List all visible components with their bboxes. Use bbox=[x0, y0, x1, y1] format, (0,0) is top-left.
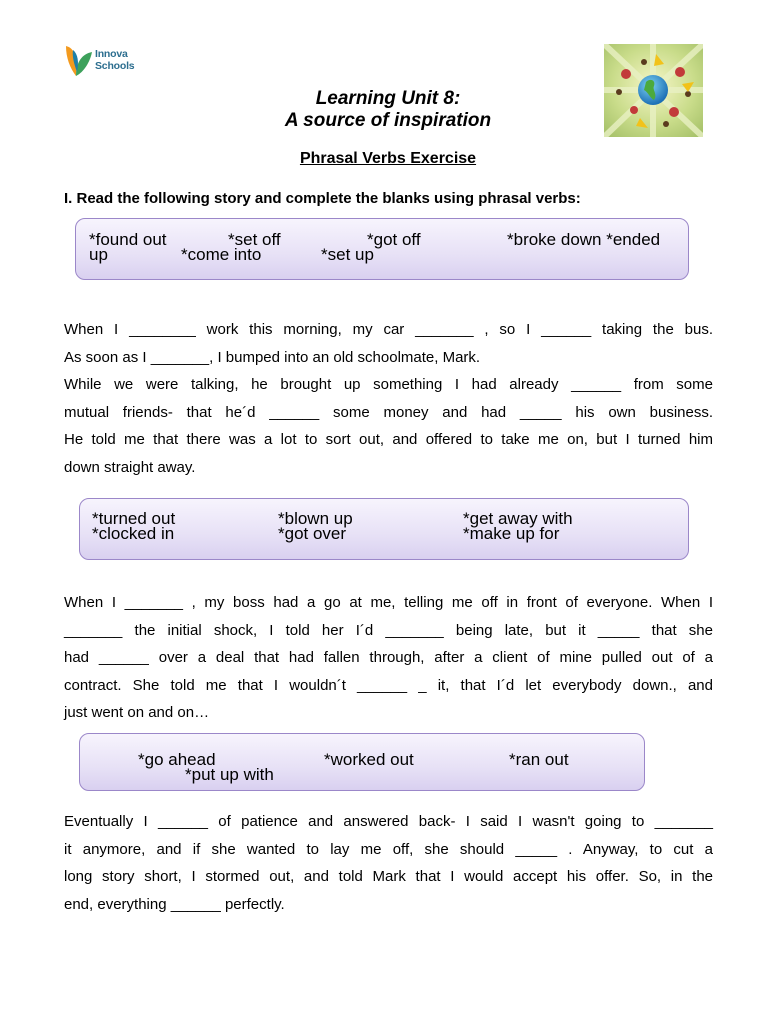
instruction-text: I. Read the following story and complete the blanks using phrasal verbs: bbox=[64, 190, 581, 207]
word-option: *set off bbox=[228, 230, 281, 249]
text-line: When I _______ , my boss had a go at me, telling me off in front of everyone. When I bbox=[64, 594, 713, 611]
word-box-3 bbox=[79, 733, 645, 791]
word-option: *ran out bbox=[509, 750, 569, 769]
text-line: When I ________ work this morning, my car _______ , so I ______ taking the bus. bbox=[64, 321, 713, 338]
text-line: long story short, I stormed out, and told Mark that I would accept his offer. So, in the bbox=[64, 868, 713, 885]
logo-text-line2: Schools bbox=[95, 60, 135, 72]
word-option: *got over bbox=[278, 524, 347, 543]
text-line: just went on and on… bbox=[64, 704, 210, 721]
text-line: it anymore, and if she wanted to lay me off, she should _____ . Anyway, to cut a bbox=[64, 840, 713, 858]
word-option: *go ahead bbox=[138, 750, 216, 769]
word-box-1 bbox=[75, 218, 689, 280]
word-option: *got off bbox=[367, 230, 421, 249]
text-line: He told me that there was a lot to sort out, and offered to take me on, but I turned him bbox=[64, 431, 713, 448]
story-paragraph-1 bbox=[64, 316, 713, 481]
text-line: had ______ over a deal that had fallen through, after a client of mine pulled out of a bbox=[64, 649, 713, 666]
word-option: *clocked in bbox=[92, 524, 175, 543]
word-option: *turned out bbox=[92, 509, 176, 528]
unit-subtitle: A source of inspiration bbox=[284, 110, 492, 131]
text-line: mutual friends- that he´d ______ some money and had _____ his own business. bbox=[64, 403, 713, 421]
word-option: *found out bbox=[89, 230, 167, 249]
word-option: *broke down *ended bbox=[507, 230, 661, 249]
word-option: *worked out bbox=[324, 750, 414, 769]
story-paragraph-2 bbox=[64, 589, 713, 727]
text-line: As soon as I _______, I bumped into an old schoolmate, Mark. bbox=[64, 348, 481, 366]
text-line: _______ the initial shock, I told her I´d _______ being late, but it _____ that she bbox=[64, 621, 713, 639]
word-option: up bbox=[89, 245, 108, 264]
logo-text-line1: Innova bbox=[95, 48, 128, 60]
word-option: *get away with bbox=[463, 509, 573, 528]
leaf-logo-icon bbox=[64, 44, 94, 78]
word-option: *put up with bbox=[185, 765, 274, 784]
word-option: *make up for bbox=[463, 524, 560, 543]
innova-schools-logo bbox=[64, 42, 154, 82]
word-option: *set up bbox=[321, 245, 374, 264]
text-line: Eventually I ______ of patience and answered back- I said I wasn't going to _______ bbox=[64, 813, 713, 830]
text-line: down straight away. bbox=[64, 458, 196, 476]
word-option: *blown up bbox=[278, 509, 353, 528]
text-line: end, everything ______ perfectly. bbox=[64, 895, 285, 913]
text-line: While we were talking, he brought up something I had already ______ from some bbox=[64, 376, 713, 393]
exercise-title: Phrasal Verbs Exercise bbox=[299, 150, 477, 167]
logo-text bbox=[95, 48, 134, 72]
text-line: contract. She told me that I wouldn´t ______ _ it, that I´d let everybody down., and bbox=[64, 676, 713, 694]
word-option: *come into bbox=[181, 245, 262, 264]
unit-title: Learning Unit 8: bbox=[315, 88, 461, 109]
word-box-2 bbox=[79, 498, 689, 560]
story-paragraph-3 bbox=[64, 808, 713, 918]
